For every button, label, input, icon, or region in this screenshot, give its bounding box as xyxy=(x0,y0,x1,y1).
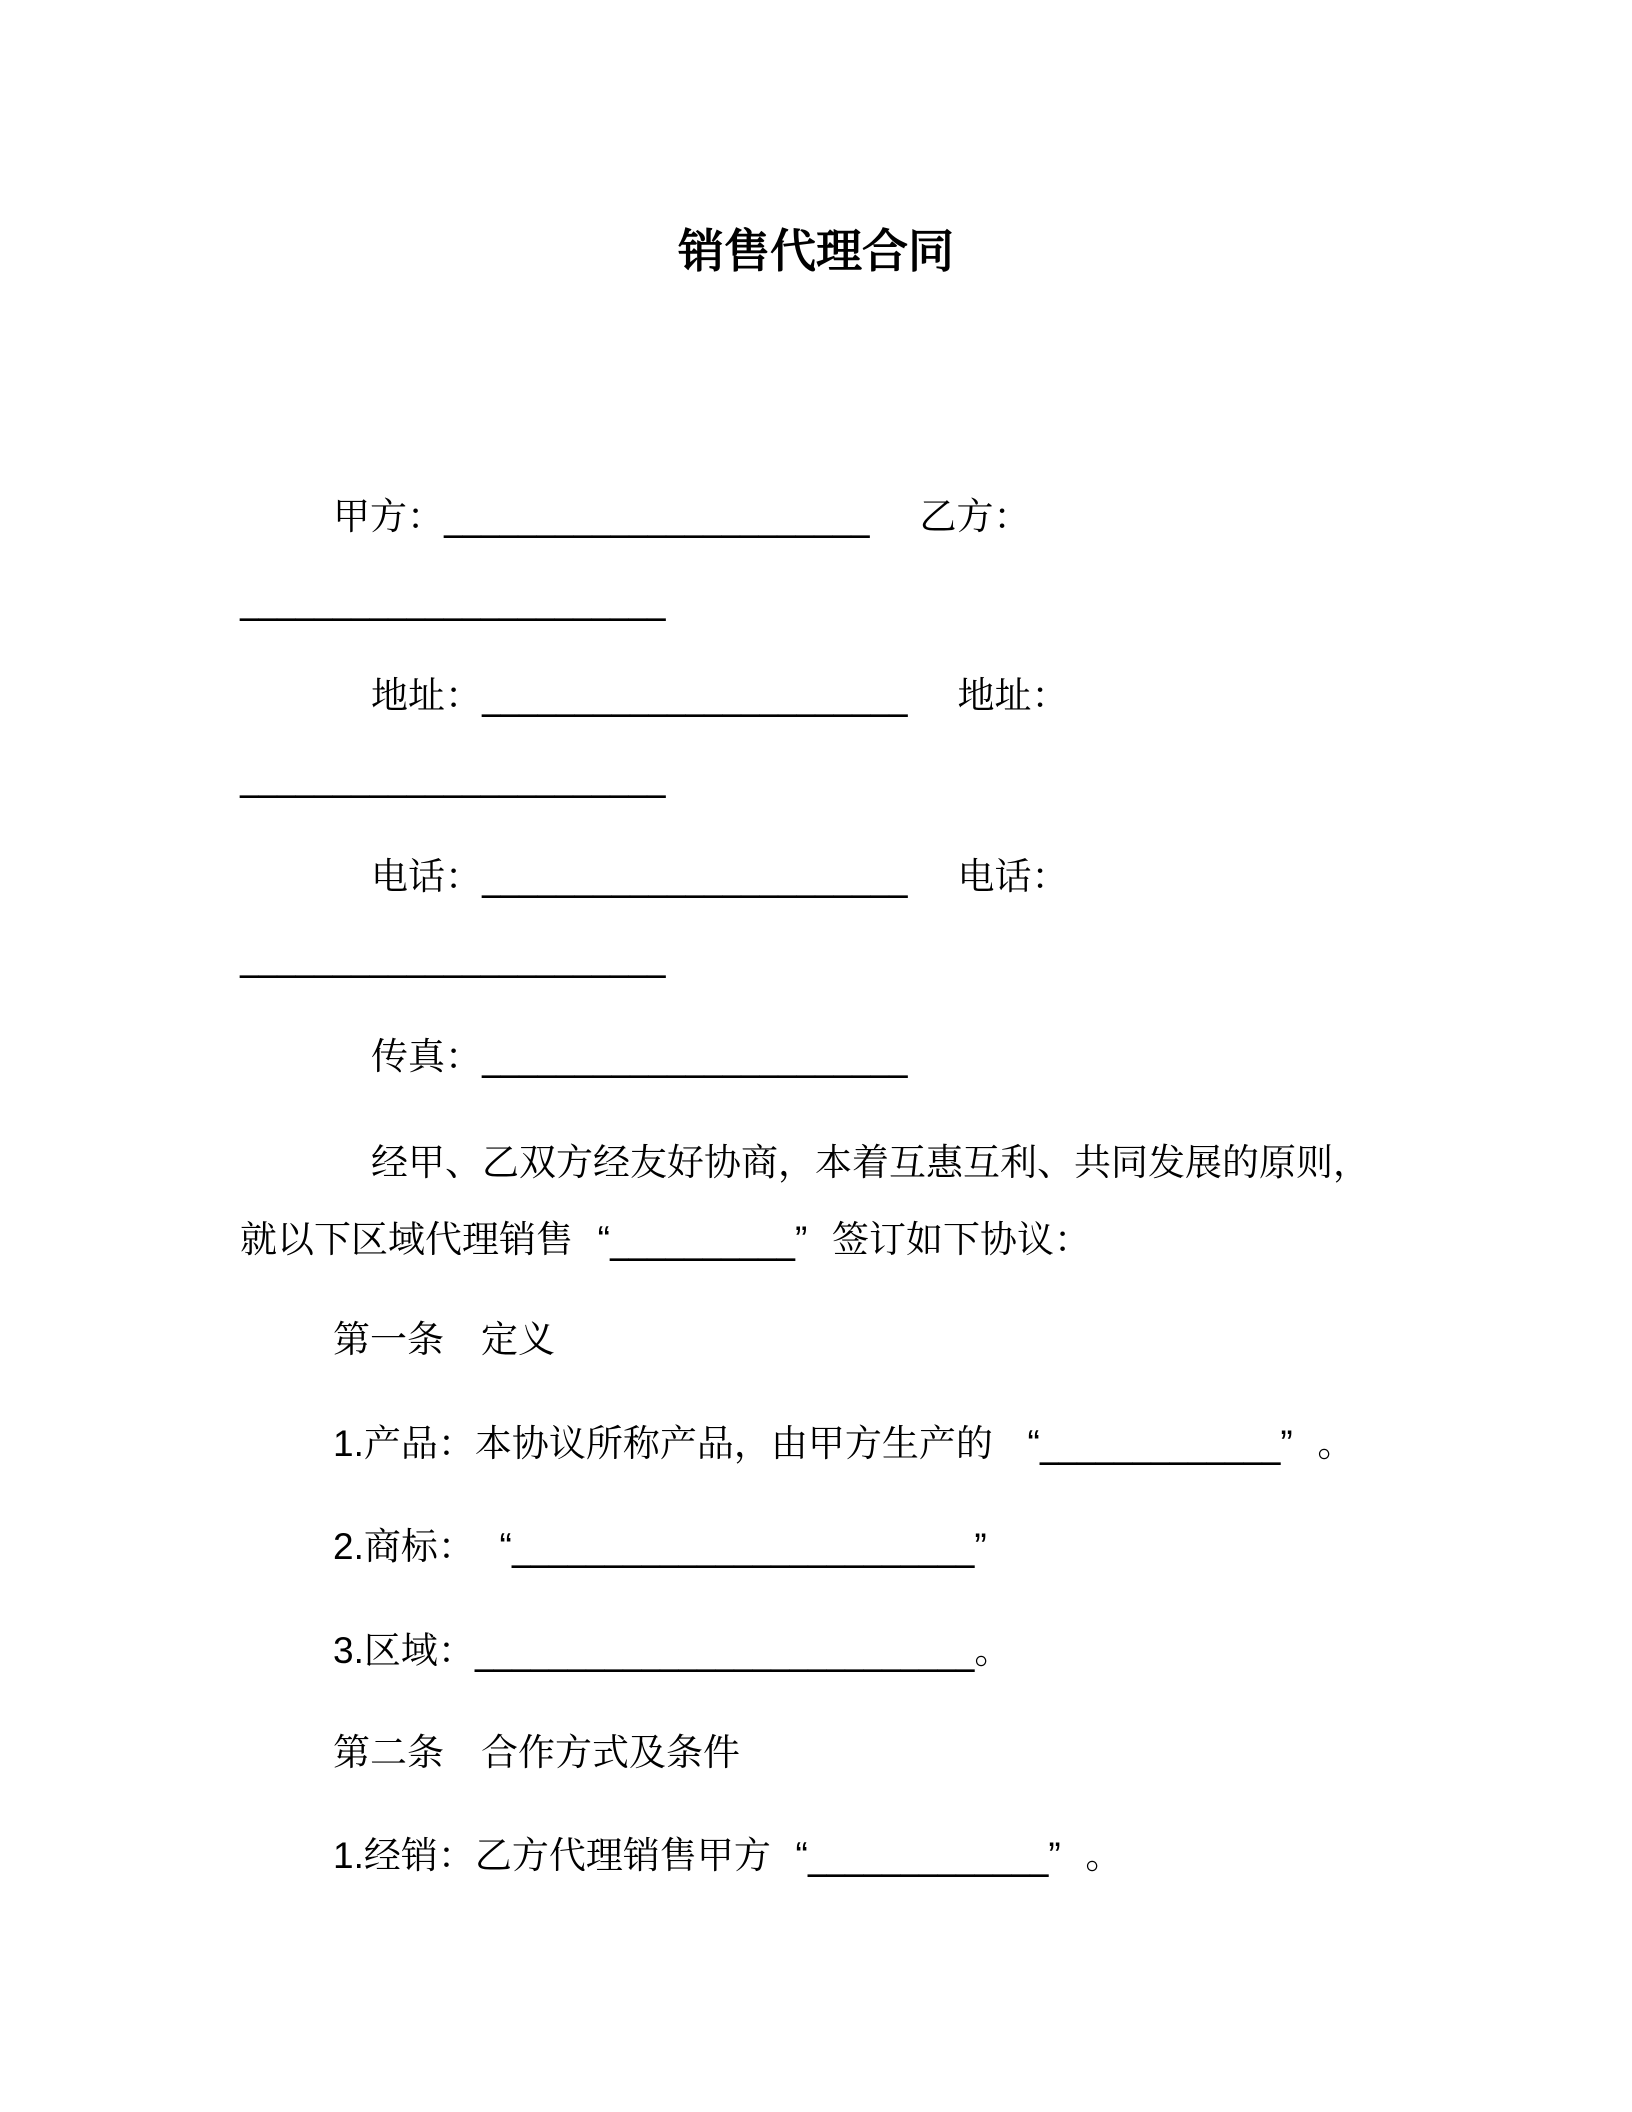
article-2-title: 合作方式及条件 xyxy=(481,1732,740,1773)
party-b-label: 乙方： xyxy=(919,496,1031,537)
document-title: 销售代理合同 xyxy=(678,225,954,277)
article-2-heading xyxy=(333,1728,740,1778)
article-1-number: 第一条 xyxy=(333,1319,444,1360)
article-1-title: 定义 xyxy=(481,1319,555,1360)
trademark-blank: _________________________ xyxy=(511,1525,975,1568)
close-quote: ” xyxy=(1280,1423,1293,1464)
period: 。 xyxy=(1317,1423,1355,1464)
item-text: 本协议所称产品，由甲方生产的 xyxy=(474,1423,993,1464)
close-quote: ” xyxy=(1048,1835,1061,1876)
fax-row xyxy=(371,1032,908,1082)
intro-line-1: 经甲、乙双方经友好协商，本着互惠互利、共同发展的原则， xyxy=(371,1142,1370,1183)
cooperation-item-distribution xyxy=(333,1831,1122,1881)
article-2-number: 第二条 xyxy=(333,1732,444,1773)
party-a-phone-label: 电话： xyxy=(371,856,482,897)
agency-product-blank: __________ xyxy=(610,1218,795,1261)
region-blank: ___________________________ xyxy=(474,1629,975,1672)
fax-blank: _______________________ xyxy=(482,1035,908,1078)
article-1-heading xyxy=(333,1315,555,1365)
item-label: 1.产品： xyxy=(333,1423,475,1464)
party-a-label: 甲方： xyxy=(333,496,444,537)
definition-item-trademark xyxy=(333,1522,1011,1572)
fax-label: 传真： xyxy=(371,1036,482,1077)
party-b-phone-label: 电话： xyxy=(957,856,1069,897)
open-quote: “ xyxy=(795,1835,808,1876)
product-name-blank: _____________ xyxy=(1039,1422,1281,1465)
phone-row-continued xyxy=(240,932,666,982)
intro-agreement-text: 签订如下协议： xyxy=(832,1219,1091,1260)
party-names-row-continued xyxy=(240,575,666,625)
phone-row xyxy=(371,852,1069,902)
item-label: 3.区域： xyxy=(333,1630,475,1671)
definition-item-region xyxy=(333,1626,1011,1676)
item-text: 乙方代理销售甲方 xyxy=(474,1835,771,1876)
address-row xyxy=(371,671,1069,721)
definition-item-product xyxy=(333,1419,1354,1469)
party-names-row xyxy=(333,492,1031,542)
party-a-phone-blank: _______________________ xyxy=(482,855,908,898)
distribution-product-blank: _____________ xyxy=(807,1834,1049,1877)
item-label: 1.经销： xyxy=(333,1835,475,1876)
party-a-address-label: 地址： xyxy=(371,675,482,716)
open-quote: “ xyxy=(1027,1423,1040,1464)
item-label: 2.商标： xyxy=(333,1526,475,1567)
close-quote: ” xyxy=(795,1219,808,1260)
party-a-address-blank: _______________________ xyxy=(482,674,908,717)
party-b-address-label: 地址： xyxy=(957,675,1069,716)
open-quote: “ xyxy=(597,1219,610,1260)
close-quote: ” xyxy=(974,1526,987,1567)
intro-line-2 xyxy=(240,1215,1091,1265)
party-b-phone-blank: _______________________ xyxy=(240,935,666,978)
party-a-name-blank: _______________________ xyxy=(444,495,870,538)
period: 。 xyxy=(1085,1835,1123,1876)
period: 。 xyxy=(974,1630,1012,1671)
party-b-name-blank: _______________________ xyxy=(240,578,666,621)
address-row-continued xyxy=(240,752,666,802)
open-quote: “ xyxy=(499,1526,512,1567)
intro-region-text: 就以下区域代理销售 xyxy=(240,1219,573,1260)
party-b-address-blank: _______________________ xyxy=(240,755,666,798)
